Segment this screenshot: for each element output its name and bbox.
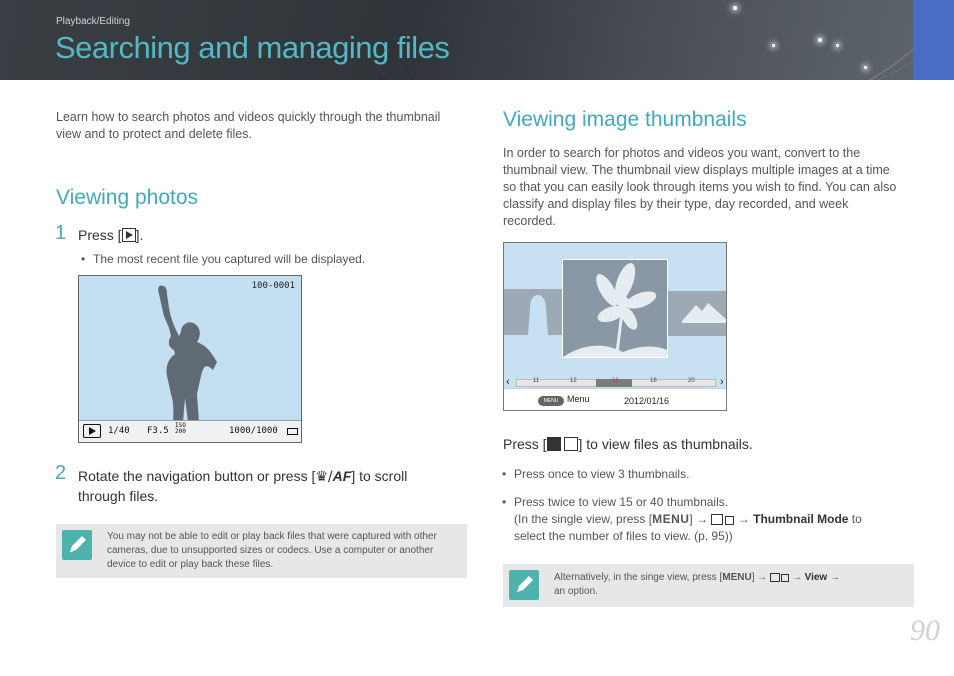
note-text: You may not be able to edit or play back files that were captured with other cameras, due to unsupported sizes or codecs. Use a computer or another device to edit or play back these files.: [107, 531, 437, 570]
note-pencil-icon: [509, 570, 539, 600]
playback-settings-icon: [770, 573, 780, 582]
thumbnail-left: [504, 289, 562, 335]
date-label: 2012/01/16: [624, 396, 670, 406]
thumbnail-right: [668, 291, 726, 336]
bullet-once: • Press once to view 3 thumbnails.: [514, 466, 689, 483]
file-number: 100-0001: [251, 281, 295, 291]
intro-text: Learn how to search photos and videos quickly through the thumbnail view and to protect and delete files.: [56, 110, 441, 141]
shutter-speed: 1/40: [108, 426, 130, 436]
menu-button-icon[interactable]: MENU: [538, 396, 564, 406]
chevron-right-icon[interactable]: ›: [720, 376, 724, 388]
scene-detect-icon: ♛/: [315, 469, 333, 485]
playback-mode-icon: [83, 424, 101, 438]
iso-badge: ISO 200: [175, 422, 186, 435]
page-title: Searching and managing files: [55, 30, 450, 65]
playback-settings-icon: [711, 514, 723, 525]
file-count: 1000/1000: [229, 426, 278, 436]
step-2-text: Rotate the navigation button or press [♛/AF] to scroll through files.: [78, 468, 408, 504]
menu-label: Menu: [567, 394, 590, 404]
thumbnail-selected[interactable]: [562, 259, 668, 358]
zoom-out-icon: [564, 437, 578, 451]
section-title-viewing-photos: Viewing photos: [56, 186, 199, 209]
step-number: 2: [55, 462, 67, 484]
menu-word: MENU: [652, 512, 690, 526]
note-box-alt: [503, 564, 914, 607]
battery-icon: [287, 428, 298, 435]
settings-sub-icon: [725, 516, 734, 525]
note-pencil-icon: [62, 530, 92, 560]
playback-icon: [122, 228, 136, 242]
af-icon: AF: [332, 468, 352, 484]
bullet-twice: • Press twice to view 15 or 40 thumbnails. (In the single view, press [MENU] → → Thumbnail Mode to select the number of files to view. (p. 95)): [514, 494, 904, 545]
thumbnail-bottom-bar: [504, 388, 726, 410]
chevron-left-icon[interactable]: ‹: [506, 376, 510, 388]
note-text-alt: Alternatively, in the singe view, press [MENU] → → View → an option.: [554, 572, 840, 597]
child-silhouette: [79, 276, 302, 422]
step-number: 1: [55, 222, 67, 244]
step-1-text: Press [ ].: [78, 227, 144, 243]
thumbnail-zoom-icon: [547, 437, 561, 451]
aperture: F3.5: [147, 426, 169, 436]
step-1-bullet: • The most recent file you captured will be displayed.: [93, 251, 365, 268]
section-title-thumbnails: Viewing image thumbnails: [503, 108, 747, 131]
camera-screen-single: [78, 275, 302, 443]
breadcrumb: Playback/Editing: [56, 16, 130, 27]
page-number: 90: [910, 614, 940, 647]
settings-sub-icon: [781, 574, 789, 582]
camera-screen-thumbnails: [503, 242, 727, 411]
note-box: [56, 524, 467, 578]
date-timeline[interactable]: ‹ 11 12 16 18 20 ›: [506, 376, 724, 388]
press-zoom-line: Press [ ] to view files as thumbnails.: [503, 436, 753, 452]
page-header: [0, 0, 913, 80]
thumbnails-intro: In order to search for photos and videos you want, convert to the thumbnail view. The thumbnail view displays multiple images at a time so that you can easily look through items you wish to find. You can also classify and display files by their type, day recorded, and week recorded.: [503, 146, 897, 228]
chapter-tab[interactable]: [913, 0, 954, 80]
status-bar: [79, 420, 301, 442]
